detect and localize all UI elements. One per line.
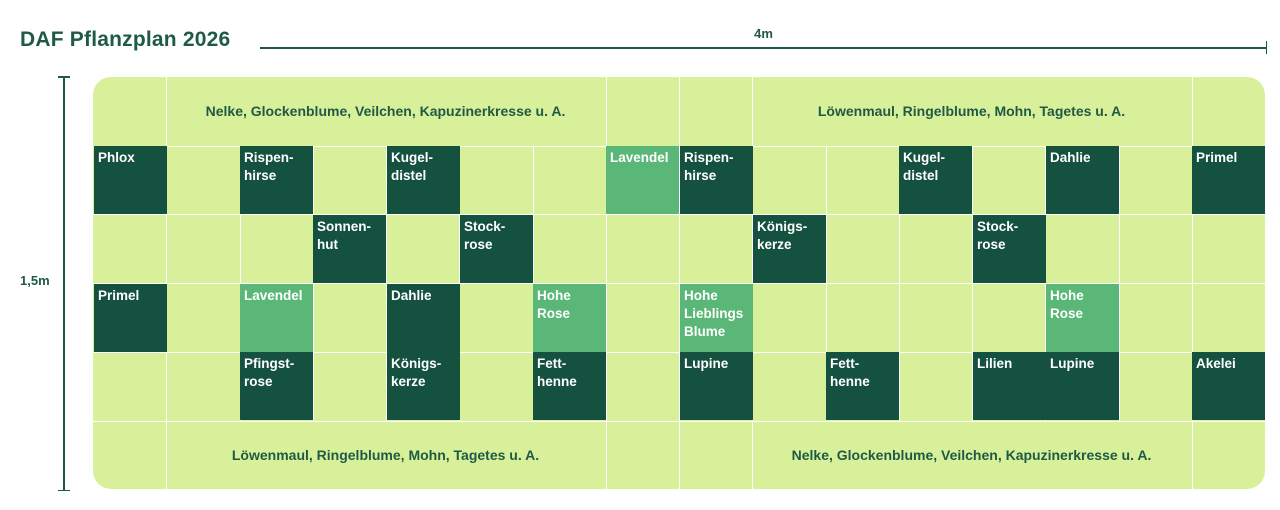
plant-cell: Fett- henne xyxy=(533,352,606,420)
plant-cell: Lavendel xyxy=(240,284,313,352)
plant-cell: Hohe Rose xyxy=(1046,284,1119,352)
plant-cell: Phlox xyxy=(94,146,167,214)
plant-cell: Fett- henne xyxy=(826,352,899,420)
band-bottom-right: Nelke, Glockenblume, Veilchen, Kapuzinerkresse u. A. xyxy=(791,447,1152,463)
band-top-left: Nelke, Glockenblume, Veilchen, Kapuzinerkresse u. A. xyxy=(205,103,566,119)
height-label: 1,5m xyxy=(20,273,50,288)
plant-cell: Lupine xyxy=(680,352,753,420)
plant-cell: Lupine xyxy=(1046,352,1119,420)
plant-cell: Lilien xyxy=(973,352,1046,420)
plant-cell: Stock- rose xyxy=(460,215,533,283)
plant-cell: Akelei xyxy=(1192,352,1265,420)
plant-cell: Königs- kerze xyxy=(387,352,460,420)
plant-cell: Dahlie xyxy=(387,284,460,352)
plant-cell: Kugel- distel xyxy=(387,146,460,214)
width-dimension-line xyxy=(260,47,1267,49)
plant-cell: Rispen- hirse xyxy=(680,146,753,214)
height-dimension-tick-bottom xyxy=(58,490,70,492)
plant-cell: Primel xyxy=(94,284,167,352)
garden-bed xyxy=(93,77,1265,489)
width-dimension xyxy=(260,24,1267,54)
plant-cell: Hohe Lieblings Blume xyxy=(680,284,753,352)
height-dimension-tick-top xyxy=(58,76,70,78)
band-top-right: Löwenmaul, Ringelblume, Mohn, Tagetes u. A. xyxy=(817,103,1126,119)
band-bottom-left: Löwenmaul, Ringelblume, Mohn, Tagetes u. A. xyxy=(231,447,540,463)
plant-cell: Primel xyxy=(1192,146,1265,214)
width-label: 4m xyxy=(754,26,773,41)
plant-cell: Stock- rose xyxy=(973,215,1046,283)
height-dimension-line xyxy=(63,76,65,491)
grid-line-horizontal xyxy=(93,421,1265,422)
height-dimension xyxy=(55,76,75,491)
plant-cell: Kugel- distel xyxy=(899,146,972,214)
plant-cell: Dahlie xyxy=(1046,146,1119,214)
plant-cell: Königs- kerze xyxy=(753,215,826,283)
page-title: DAF Pflanzplan 2026 xyxy=(20,28,231,51)
plant-cell: Rispen- hirse xyxy=(240,146,313,214)
plant-cell: Sonnen- hut xyxy=(313,215,386,283)
plant-cell: Hohe Rose xyxy=(533,284,606,352)
grid-line-horizontal xyxy=(93,214,1265,215)
plant-cell: Pfingst- rose xyxy=(240,352,313,420)
width-dimension-tick xyxy=(1266,41,1268,54)
plant-cell: Lavendel xyxy=(606,146,679,214)
